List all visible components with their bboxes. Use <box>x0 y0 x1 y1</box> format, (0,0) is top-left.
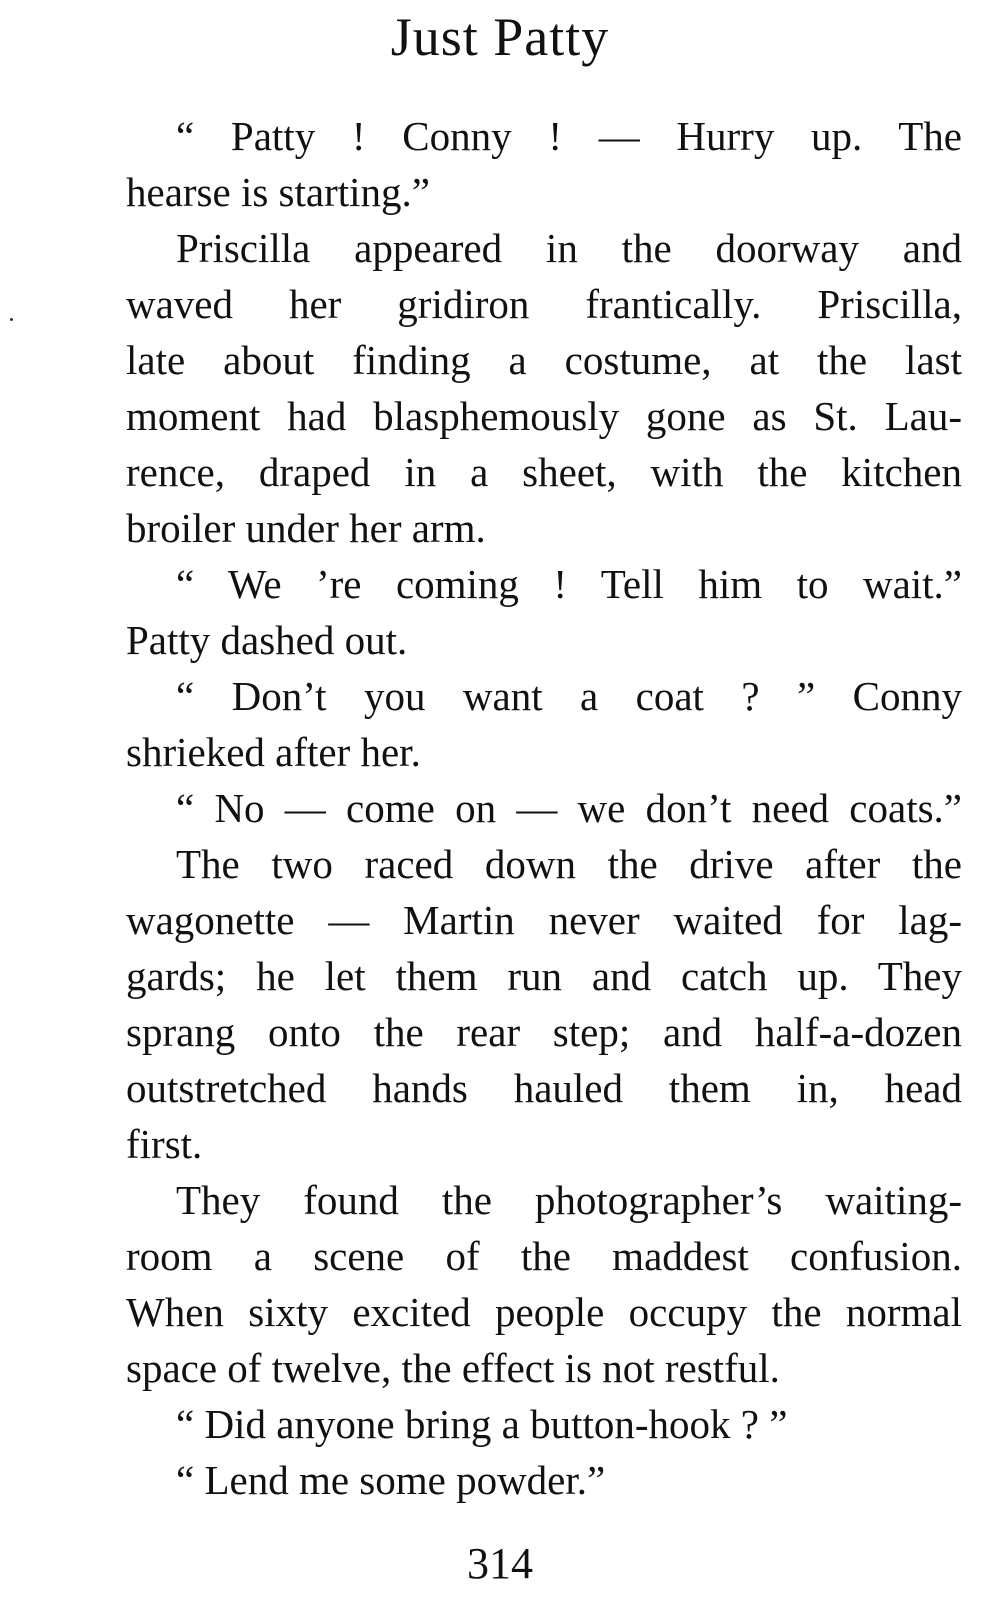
text-line: Priscilla appeared in the doorway and <box>176 225 962 271</box>
margin-speck <box>10 318 13 321</box>
text-line: “ Don’t you want a coat ? ” Conny <box>176 673 962 719</box>
text-line: gards; he let them run and catch up. They <box>126 953 962 999</box>
body-text <box>126 108 962 1508</box>
text-line: shrieked after her. <box>126 729 421 775</box>
text-line: “ Did anyone bring a button-hook ? ” <box>176 1401 788 1447</box>
text-line: broiler under her arm. <box>126 505 486 551</box>
text-line: waved her gridiron frantically. Priscilla, <box>126 281 962 327</box>
text-line: hearse is starting.” <box>126 169 430 215</box>
text-line: late about finding a costume, at the last <box>126 337 962 383</box>
text-line: wagonette — Martin never waited for lag- <box>126 897 962 943</box>
text-line: The two raced down the drive after the <box>176 841 962 887</box>
text-line: Patty dashed out. <box>126 617 408 663</box>
text-line: rence, draped in a sheet, with the kitchen <box>126 449 962 495</box>
text-line: “ Lend me some powder.” <box>176 1457 606 1503</box>
page-number: 314 <box>467 1539 533 1588</box>
text-line: space of twelve, the effect is not restful. <box>126 1345 780 1391</box>
text-line: “ Patty ! Conny ! — Hurry up. The <box>176 113 962 159</box>
running-head-title: Just Patty <box>390 7 610 67</box>
text-line: They found the photographer’s waiting- <box>176 1177 962 1223</box>
text-line: first. <box>126 1121 203 1167</box>
text-line: “ No — come on — we don’t need coats.” <box>176 785 962 831</box>
text-line: sprang onto the rear step; and half-a-dozen <box>126 1009 962 1055</box>
text-line: “ We ’re coming ! Tell him to wait.” <box>176 561 962 607</box>
text-line: room a scene of the maddest confusion. <box>126 1233 962 1279</box>
text-line: When sixty excited people occupy the normal <box>126 1289 962 1335</box>
text-line: outstretched hands hauled them in, head <box>126 1065 962 1111</box>
text-line: moment had blasphemously gone as St. Lau- <box>126 393 962 439</box>
